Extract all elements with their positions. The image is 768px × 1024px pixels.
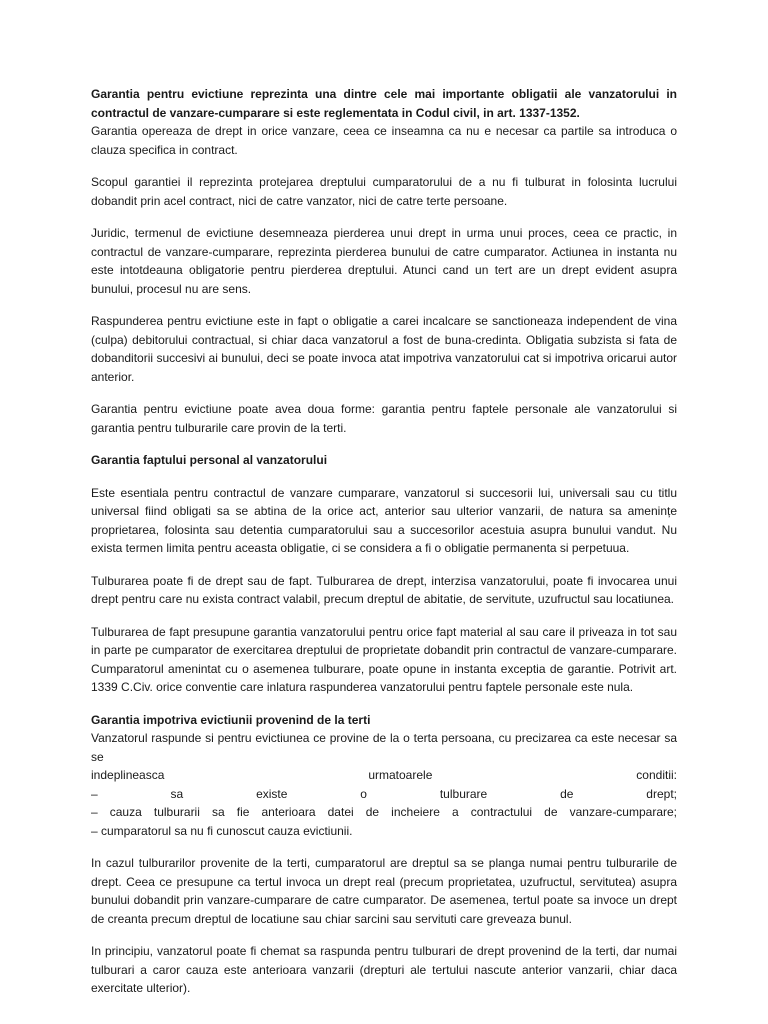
terti-condition-3: – cumparatorul sa nu fi cunoscut cauza evictiunii. (91, 823, 353, 838)
paragraph-cazul-tulburarilor: In cazul tulburarilor provenite de la terti, cumparatorul are dreptul sa se planga numai pentru tulburarile de drept. Ceea ce presupune ca tertul invoca un drept real (precum proprietatea, uzufructul, servitutea) asupra bunului dobandit prin vanzare-cumparare de catre cumparator. De asemenea, tertul poate sa invoce un drept de creanta precum dreptul de locatiune sau chiar sarcini sau servituti care greveaza bunul. (91, 856, 677, 926)
terti-condition-2: – cauza tulburarii sa fie anterioara datei de incheiere a contractului de vanzare-cumparare; (91, 805, 677, 819)
terti-intro-line: Vanzatorul raspunde si pentru evictiunea ce provine de la o terta persoana, cu precizarea ca este necesar sa se (91, 731, 677, 764)
paragraph-raspundere: Raspunderea pentru evictiune este in fapt o obligatie a carei incalcare se sanctioneaza independent de vina (culpa) debitorului contractual, si chiar daca vanzatorul a fost de buna-credinta. Obligatia subzista si fata de dobanditorii succesivi ai bunului, deci se poate invoca atat impotriva vanzatorului cat si impotriva oricarui autor anterior. (91, 314, 677, 384)
section-terti (91, 711, 677, 841)
paragraph-esentiala: Este esentiala pentru contractul de vanzare cumparare, vanzatorul si succesorii lui, universali sau cu titlu universal fiind obligati sa se abtina de la orice act, anterior sau ulterior vanzarii, de natura sa amenințe proprietarea, folosinta sau detentia cumparatorului sau a succesorilor acestuia asupra bunului vandut. Nu exista termen limita pentru aceasta obligatie, ci se considera a fi o obligatie permanenta si perpetuua. (91, 485, 677, 555)
intro-bold-text: Garantia pentru evictiune reprezinta una dintre cele mai importante obligatii ale vanzatorului in contractul de vanzare-cumparare si este reglementata in Codul civil, in art. 1337-1352. (91, 87, 677, 120)
paragraph-tulburarea: Tulburarea poate fi de drept sau de fapt. Tulburarea de drept, interzisa vanzatorului, poate fi invocarea unui drept pentru care nu exista contract valabil, precum dreptul de abitatie, de servitute, uzufructul sau locatiunea. (91, 573, 677, 606)
document-body (91, 85, 677, 1012)
paragraph-principiu: In principiu, vanzatorul poate fi chemat sa raspunda pentru tulburari de drept provenind de la terti, dar numai tulburari a caror cauza este anterioara vanzarii (drepturi ale tertului nascute anterior vanzarii, chiar daca exercitate ulterior). (91, 944, 677, 995)
terti-conditions-line: indeplineasca urmatoarele conditii: (91, 768, 677, 782)
terti-condition-1: – sa existe o tulburare de drept; (91, 786, 677, 801)
heading-evictiune-terti: Garantia impotriva evictiunii provenind de la terti (91, 712, 371, 727)
intro-rest-text: Garantia opereaza de drept in orice vanzare, ceea ce inseamna ca nu e necesar ca partile sa introduca o clauza specifica in contract. (91, 124, 677, 157)
heading-faptul-personal: Garantia faptului personal al vanzatorului (91, 453, 328, 467)
paragraph-forme: Garantia pentru evictiune poate avea doua forme: garantia pentru faptele personale ale vanzatorului si garantia pentru tulburarile care provin de la terti. (91, 402, 677, 435)
paragraph-juridic: Juridic, termenul de evictiune desemneaza pierderea unui drept in urma unui proces, ceea ce practic, in contractul de vanzare-cumparare, reprezinta pierderea bunului de catre cumparator. Actiunea in instanta nu este intotdeauna obligatorie pentru pierderea dreptului. Atunci cand un tert are un drept evident asupra bunului, procesul nu are sens. (91, 226, 677, 296)
paragraph-tulburarea-de-fapt: Tulburarea de fapt presupune garantia vanzatorului pentru orice fapt material al sau care il priveaza in tot sau in parte pe cumparator de exercitarea dreptului de proprietate dobandit prin contractul de vanzare-cumparare. Cumparatorul amenintat cu o asemenea tulburare, poate opune in instanta exceptia de garantie. Potrivit art. 1339 C.Civ. orice conventie care inlatura raspunderea vanzatorului pentru faptele personale este nula. (91, 624, 677, 694)
intro-paragraph (91, 85, 677, 159)
paragraph-scop: Scopul garantiei il reprezinta protejarea dreptului cumparatorului de a nu fi tulburat in folosinta lucrului dobandit prin acel contract, nici de catre vanzator, nici de catre terte persoane. (91, 175, 677, 208)
